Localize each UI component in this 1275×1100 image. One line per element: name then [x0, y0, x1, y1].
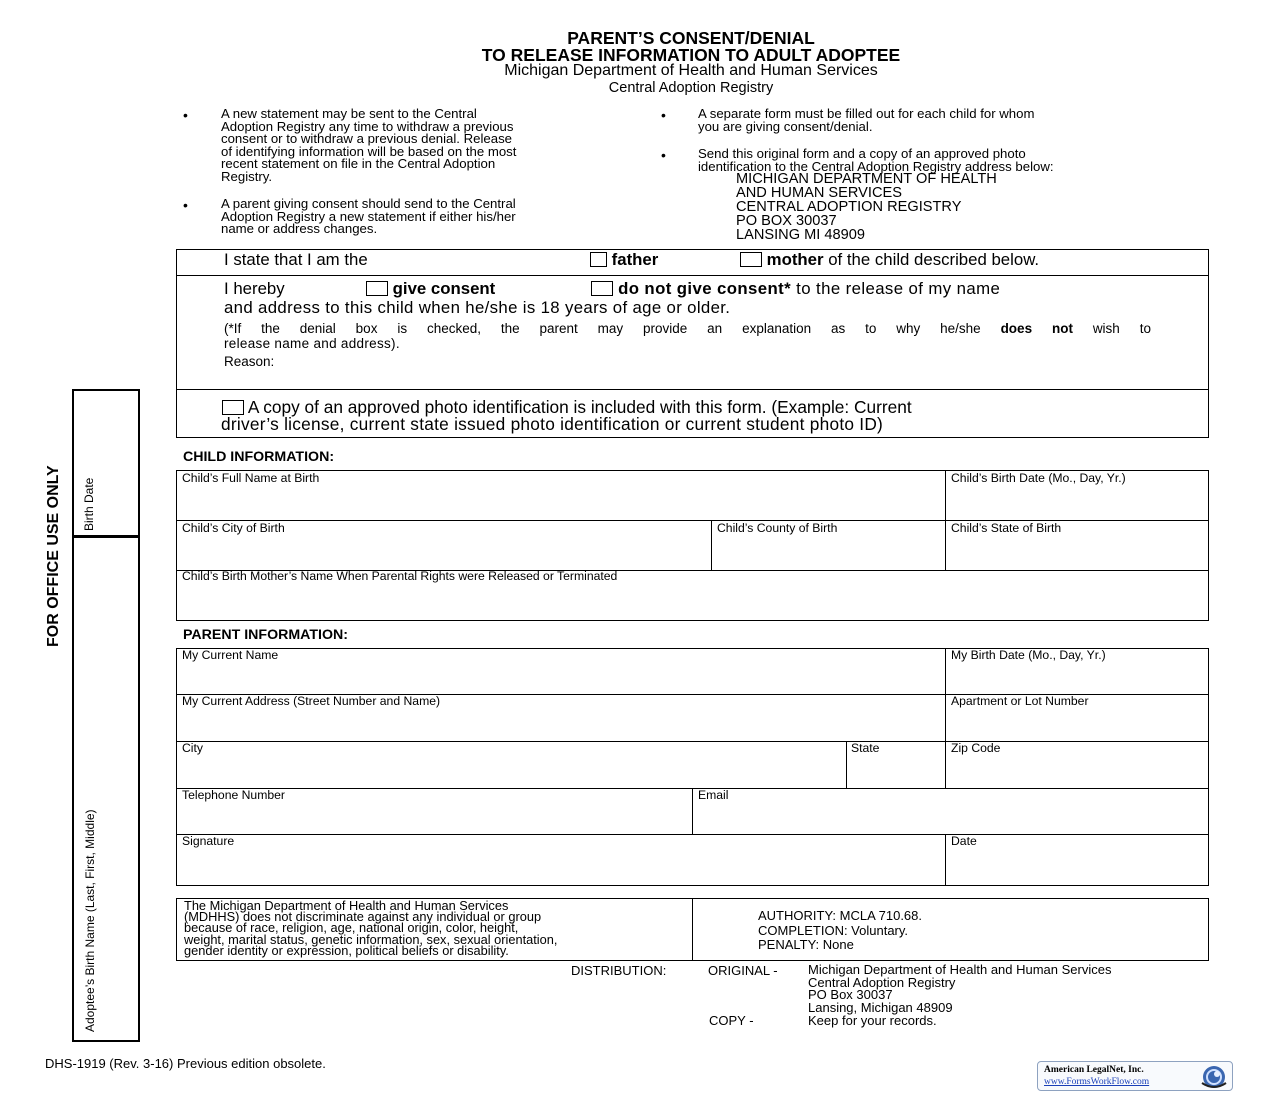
father-checkbox[interactable]	[590, 252, 607, 267]
bullet-icon: •	[661, 107, 666, 123]
text-line: you are giving consent/denial.	[698, 118, 873, 134]
form-title-line2: TO RELEASE INFORMATION TO ADULT ADOPTEE	[481, 45, 901, 65]
signature-field[interactable]	[176, 834, 946, 886]
address-line: PO BOX 30037	[736, 213, 837, 229]
american-legalnet-badge[interactable]	[1037, 1061, 1233, 1091]
text-line: weight, marital status, genetic information, sex, sexual orientation,	[184, 931, 558, 947]
current-name-field[interactable]	[176, 648, 946, 695]
signature-label: Signature	[182, 834, 235, 848]
birth-mother-name-label: Child’s Birth Mother’s Name When Parental Rights were Released or Terminated	[182, 569, 618, 583]
mother-label: mother	[766, 250, 824, 269]
note-text: (*If the denial box is checked, the parent may provide an explanation as to why he/she	[224, 321, 981, 336]
address-line: MICHIGAN DEPARTMENT OF HEALTH	[736, 171, 997, 187]
deny-consent-checkbox[interactable]	[591, 281, 613, 296]
distribution-label: DISTRIBUTION:	[571, 963, 667, 978]
current-name-label: My Current Name	[182, 648, 279, 662]
city-field[interactable]	[176, 741, 847, 789]
deny-consent-label: do not give consent	[618, 279, 785, 298]
original-label: ORIGINAL -	[708, 963, 778, 978]
denial-note-2: release name and address).	[224, 336, 400, 351]
bullet-icon: •	[183, 107, 188, 123]
address-line: LANSING MI 48909	[736, 227, 865, 243]
text-line: A new statement may be sent to the Central	[221, 106, 477, 121]
deny-consent-option[interactable]	[591, 280, 1000, 298]
of-child-text: of the child described below.	[828, 250, 1040, 269]
bullet-icon: •	[661, 147, 666, 163]
penalty-line: PENALTY: None	[758, 937, 854, 952]
instruction-separate-form	[698, 108, 1034, 133]
photo-id-text: A copy of an approved photo identification is included with this form. (Example: Current	[247, 397, 912, 417]
department-name: Michigan Department of Health and Human Services	[504, 62, 878, 79]
copy-label: COPY -	[709, 1013, 754, 1028]
authority-line: AUTHORITY: MCLA 710.68.	[758, 908, 923, 923]
text-line: Registry.	[221, 168, 273, 184]
note-text: wish to	[1092, 321, 1151, 336]
child-county-label: Child’s County of Birth	[717, 521, 838, 535]
address-line: CENTRAL ADOPTION REGISTRY	[736, 199, 962, 215]
parent-birth-date-label: My Birth Date (Mo., Day, Yr.)	[951, 648, 1106, 662]
asterisk: *	[784, 279, 792, 298]
office-birth-name-label: Adoptee’s Birth Name (Last, First, Middle)	[83, 809, 97, 1032]
denial-note	[224, 322, 1151, 336]
date-label: Date	[951, 834, 977, 848]
registry-name: Central Adoption Registry	[608, 80, 774, 96]
text-line: The Michigan Department of Health and Human Services	[184, 898, 509, 913]
give-consent-label: give consent	[392, 279, 496, 298]
city-label: City	[182, 741, 203, 755]
office-use-label: FOR OFFICE USE ONLY	[45, 465, 62, 647]
mother-option[interactable]	[740, 251, 1039, 269]
address-line: AND HUMAN SERVICES	[736, 185, 902, 201]
give-consent-option[interactable]	[366, 280, 495, 298]
text-line: Adoption Registry any time to withdraw a previous	[221, 118, 514, 134]
telephone-label: Telephone Number	[182, 788, 285, 802]
text-line: (MDHHS) does not discriminate against any individual or group	[184, 909, 542, 925]
form-title-line1: PARENT’S CONSENT/DENIAL	[567, 28, 815, 48]
father-option[interactable]	[590, 251, 658, 269]
current-address-label: My Current Address (Street Number and Name)	[182, 694, 441, 708]
release-text: to the release of my name	[796, 279, 1001, 298]
photo-id-checkbox[interactable]	[222, 400, 244, 415]
text-line: A separate form must be filled out for each child for whom	[698, 106, 1035, 121]
registry-mailing-address	[736, 172, 997, 242]
text-line: Adoption Registry a new statement if either his/her	[221, 208, 516, 224]
form-number: DHS-1919 (Rev. 3-16) Previous edition obsolete.	[45, 1056, 326, 1071]
text-line: name or address changes.	[221, 221, 378, 237]
text-line: Send this original form and a copy of an approved photo	[698, 146, 1026, 161]
photo-id-examples: driver’s license, current state issued photo identification or current student photo ID)	[221, 414, 884, 434]
copy-text: Keep for your records.	[808, 1013, 937, 1028]
release-text-2: and address to this child when he/she is 18 years of age or older.	[224, 298, 731, 317]
i-state-text: I state that I am the	[224, 250, 368, 269]
office-birth-date-label: Birth Date	[82, 477, 96, 531]
date-field[interactable]	[945, 834, 1209, 886]
email-field[interactable]	[692, 788, 1209, 835]
text-line: Lansing, Michigan 48909	[808, 1000, 953, 1016]
text-line: consent or to withdraw a previous denial. Release	[221, 131, 513, 147]
instruction-withdraw	[221, 108, 516, 184]
reason-input[interactable]	[300, 353, 1180, 383]
text-line: gender identity or expression, political beliefs or disability.	[184, 942, 509, 958]
original-destination	[808, 964, 1111, 1015]
email-label: Email	[698, 788, 729, 802]
divider	[72, 535, 140, 538]
state-label: State	[851, 741, 880, 755]
divider	[176, 389, 1209, 390]
parent-info-heading: PARENT INFORMATION:	[183, 627, 348, 643]
child-info-heading: CHILD INFORMATION:	[183, 449, 335, 465]
child-state-label: Child’s State of Birth	[951, 521, 1062, 535]
text-line: because of race, religion, age, national origin, color, height,	[184, 920, 519, 936]
reason-label: Reason:	[224, 354, 275, 369]
text-line: identification to the Central Adoption Registry address below:	[698, 158, 1054, 174]
divider	[176, 275, 1209, 276]
bullet-icon: •	[183, 197, 188, 213]
text-line: Michigan Department of Health and Human Services	[808, 962, 1112, 977]
text-line: A parent giving consent should send to the Central	[221, 196, 516, 211]
give-consent-checkbox[interactable]	[366, 281, 388, 296]
instruction-send-form	[698, 148, 1054, 173]
child-birth-date-label: Child’s Birth Date (Mo., Day, Yr.)	[951, 471, 1126, 485]
father-label: father	[611, 250, 659, 269]
text-line: PO Box 30037	[808, 987, 893, 1003]
instruction-address-change	[221, 198, 516, 236]
mother-checkbox[interactable]	[740, 252, 762, 267]
text-line: recent statement on file in the Central Adoption	[221, 156, 496, 172]
does-not-text: does not	[1000, 321, 1073, 336]
child-city-label: Child’s City of Birth	[182, 521, 285, 535]
globe-icon	[1196, 1063, 1230, 1091]
completion-line: COMPLETION: Voluntary.	[758, 922, 909, 938]
apartment-label: Apartment or Lot Number	[951, 694, 1089, 708]
i-hereby-text: I hereby	[224, 279, 285, 298]
text-line: Central Adoption Registry	[808, 974, 956, 990]
zip-label: Zip Code	[951, 741, 1001, 755]
authority-text	[758, 909, 922, 953]
badge-company: American LegalNet, Inc.	[1044, 1065, 1144, 1075]
badge-url[interactable]: www.FormsWorkFlow.com	[1044, 1077, 1150, 1087]
child-full-name-label: Child’s Full Name at Birth	[182, 471, 320, 485]
nondiscrimination-statement	[184, 900, 557, 956]
text-line: of identifying information will be based on the most	[221, 143, 517, 159]
